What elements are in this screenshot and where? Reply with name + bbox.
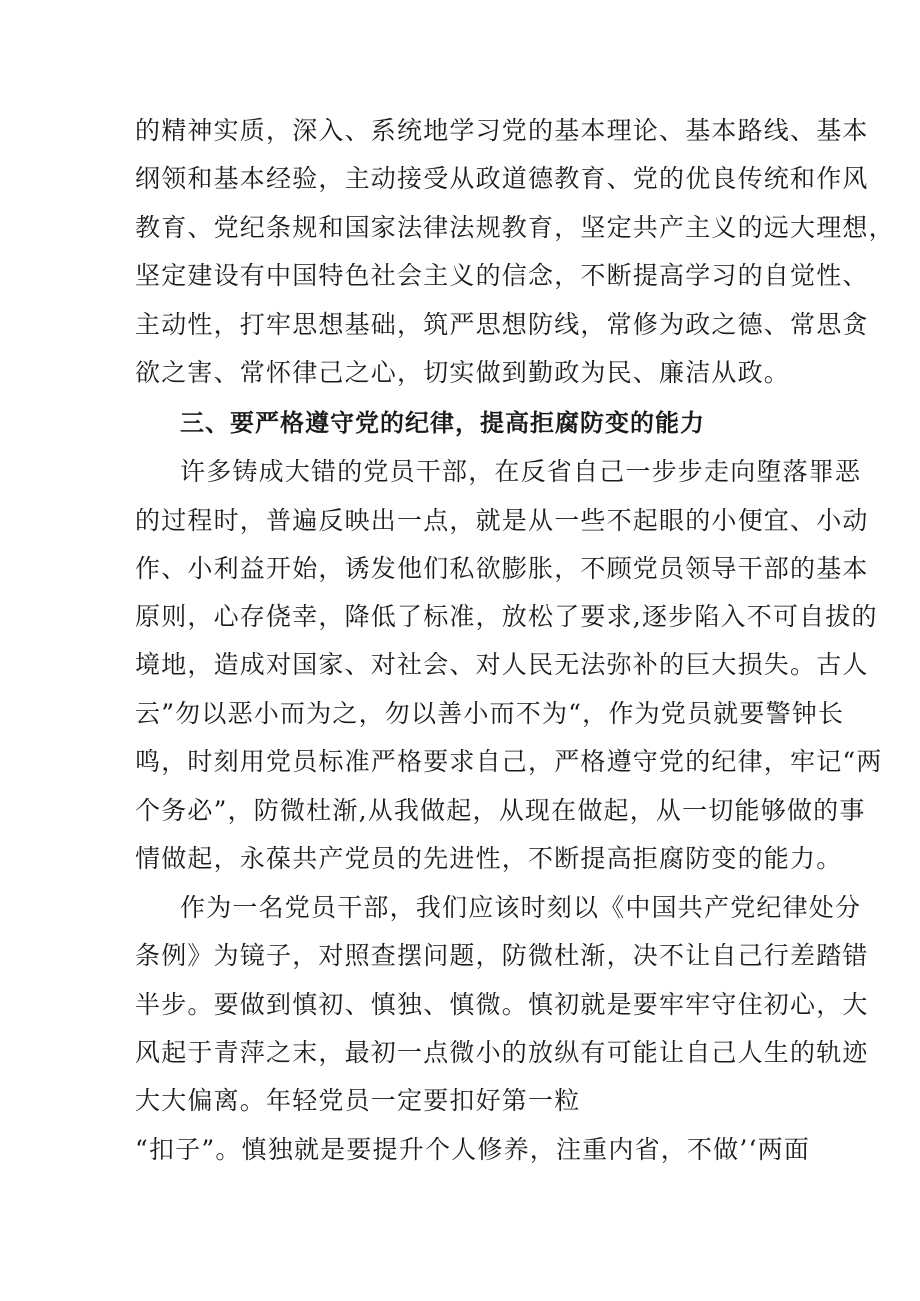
- paragraph-2-line-5: 境地，造成对国家、对社会、对人民无法弥补的巨大损失。古人: [135, 650, 869, 679]
- paragraph-3-line-5: 大大偏离。年轻党员一定要扣好第一粒: [135, 1086, 581, 1115]
- paragraph-1-line-3: 教育、党纪条规和国家法律法规教育，坚定共产主义的远大理想，: [135, 213, 895, 242]
- section-heading: 三、要严格遵守党的纪律，提高拒腐防变的能力: [180, 409, 705, 437]
- paragraph-1-line-5: 主动性，打牢思想基础，筑严思想防线，常修为政之德、常思贪: [135, 310, 869, 339]
- paragraph-1-line-2: 纲领和基本经验，主动接受从政道德教育、党的优良传统和作风: [135, 164, 869, 193]
- paragraph-2-line-9: 情做起，永葆共产党员的先进性，不断提高拒腐防变的能力。: [135, 844, 843, 873]
- paragraph-2-line-6: 云”勿以恶小而为之，勿以善小而不为“，作为党员就要警钟长: [135, 699, 845, 728]
- paragraph-1-line-4: 坚定建设有中国特色社会主义的信念，不断提高学习的自觉性、: [135, 261, 869, 290]
- paragraph-3-line-1: 作为一名党员干部，我们应该时刻以《中国共产党纪律处分: [180, 893, 862, 922]
- paragraph-3-line-3: 半步。要做到慎初、慎独、慎微。慎初就是要牢牢守住初心，大: [135, 990, 869, 1019]
- paragraph-2-line-3: 作、小利益开始，诱发他们私欲膨胀，不顾党员领导干部的基本: [135, 554, 869, 583]
- paragraph-2-line-2: 的过程时，普遍反映出一点，就是从一些不起眼的小便宜、小动: [135, 506, 869, 535]
- paragraph-2-line-1: 许多铸成大错的党员干部，在反省自己一步步走向堕落罪恶: [180, 457, 862, 486]
- paragraph-2-line-7: 鸣，时刻用党员标准严格要求自己，严格遵守党的纪律，牢记“两: [135, 747, 883, 776]
- paragraph-1-line-1: 的精神实质，深入、系统地学习党的基本理论、基本路线、基本: [135, 116, 869, 145]
- paragraph-3-line-2: 条例》为镜子，对照查摆问题，防微杜渐，决不让自己行差踏错: [135, 941, 869, 970]
- paragraph-2-line-8: 个务必”，防微杜渐,从我做起，从现在做起，从一切能够做的事: [135, 796, 866, 825]
- paragraph-2-line-4: 原则，心存侥幸，降低了标准，放松了要求,逐步陷入不可自拔的: [135, 602, 878, 631]
- paragraph-3-line-4: 风起于青萍之末，最初一点微小的放纵有可能让自己人生的轨迹: [135, 1038, 869, 1067]
- paragraph-3-line-6: “扣子”。慎独就是要提升个人修养，注重内省，不做’‘两面: [135, 1135, 811, 1164]
- paragraph-1-line-6: 欲之害、常怀律己之心，切实做到勤政为民、廉洁从政。: [135, 358, 791, 387]
